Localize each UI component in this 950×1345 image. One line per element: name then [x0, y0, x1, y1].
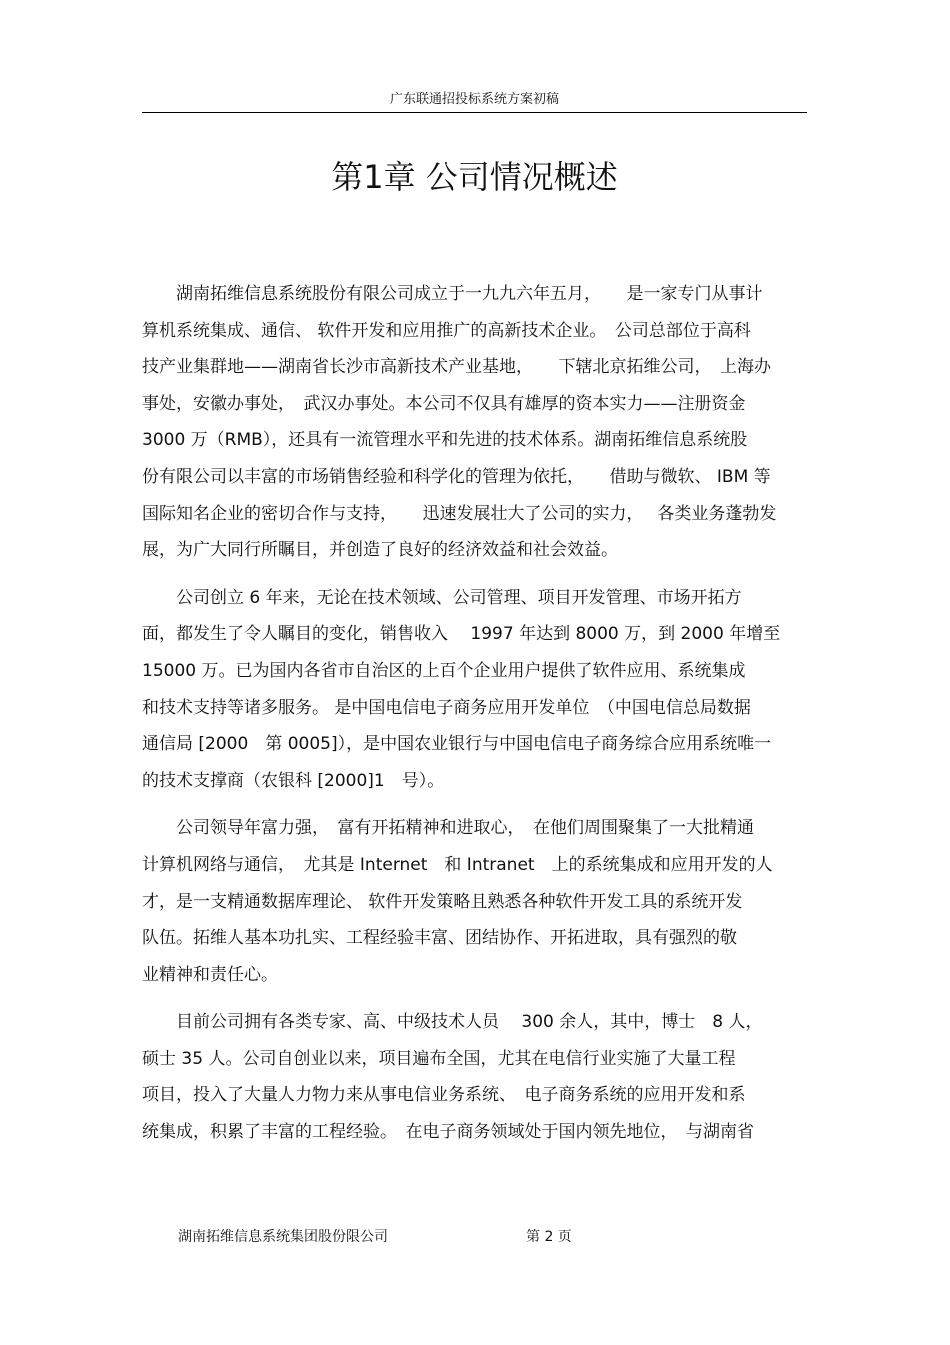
text-line: 硕士 35 人。公司自创业以来，项目遍布全国，尤其在电信行业实施了大量工程	[142, 1048, 736, 1069]
paragraph-company-intro	[142, 276, 807, 569]
paragraph-company-history	[142, 580, 807, 800]
text-line: 15000 万。已为国内各省市自治区的上百个企业用户提供了软件应用、系统集成	[142, 660, 746, 681]
text-line: 展，为广大同行所瞩目，并创造了良好的经济效益和社会效益。	[142, 540, 618, 561]
text-line: 国际知名企业的密切合作与支持， 迅速发展壮大了公司的实力， 各类业务蓬勃发	[142, 503, 777, 524]
text-line: 事处，安徽办事处， 武汉办事处。本公司不仅具有雄厚的资本实力——注册资金	[142, 393, 746, 414]
text-line: 计算机网络与通信， 尤其是 Internet 和 Intranet 上的系统集成和应用开发的人	[142, 854, 773, 875]
text-line: 公司领导年富力强， 富有开拓精神和进取心， 在他们周围聚集了一大批精通	[142, 818, 754, 839]
text-line: 队伍。拓维人基本功扎实、工程经验丰富、团结协作、开拓进取，具有强烈的敬	[142, 928, 737, 949]
text-line: 才，是一支精通数据库理论、 软件开发策略且熟悉各种软件开发工具的系统开发	[142, 891, 743, 912]
header-divider	[142, 112, 807, 113]
paragraph-staff	[142, 1004, 807, 1150]
text-line: 3000 万（RMB），还具有一流管理水平和先进的技术体系。湖南拓维信息系统股	[142, 430, 748, 451]
text-line: 业精神和责任心。	[142, 964, 278, 985]
text-line: 项目，投入了大量人力物力来从事电信业务系统、 电子商务系统的应用开发和系	[142, 1085, 746, 1106]
text-line: 和技术支持等诸多服务。 是中国电信电子商务应用开发单位 （中国电信总局数据	[142, 697, 751, 718]
text-line: 目前公司拥有各类专家、高、中级技术人员 300 余人，其中，博士 8 人，	[142, 1012, 763, 1033]
text-line: 公司创立 6 年来，无论在技术领域、公司管理、项目开发管理、市场开拓方	[142, 587, 742, 608]
text-line: 统集成，积累了丰富的工程经验。 在电子商务领域处于国内领先地位， 与湖南省	[142, 1122, 754, 1143]
page-header: 广东联通招投标系统方案初稿	[389, 92, 559, 107]
footer-page-number: 第 2 页	[526, 1229, 572, 1245]
body-content	[142, 276, 807, 1151]
text-line: 算机系统集成、通信、 软件开发和应用推广的高新技术企业。 公司总部位于高科	[142, 320, 751, 341]
text-line: 湖南拓维信息系统股份有限公司成立于一九九六年五月， 是一家专门从事计	[142, 284, 763, 304]
footer-company-name: 湖南拓维信息系统集团股份限公司	[178, 1229, 388, 1245]
text-line: 技产业集群地——湖南省长沙市高新技术产业基地， 下辖北京拓维公司， 上海办	[142, 357, 771, 378]
text-line: 面，都发生了令人瞩目的变化，销售收入 1997 年达到 8000 万，到 2000 年增至	[142, 624, 781, 645]
text-line: 通信局 [2000 第 0005]），是中国农业银行与中国电信电子商务综合应用系统唯一	[142, 734, 772, 755]
paragraph-leadership	[142, 810, 807, 993]
chapter-title: 第1章 公司情况概述	[331, 158, 618, 196]
text-line: 份有限公司以丰富的市场销售经验和科学化的管理为依托， 借助与微软、 IBM 等	[142, 466, 771, 487]
text-line: 的技术支撑商（农银科 [2000]1 号）。	[142, 770, 445, 791]
